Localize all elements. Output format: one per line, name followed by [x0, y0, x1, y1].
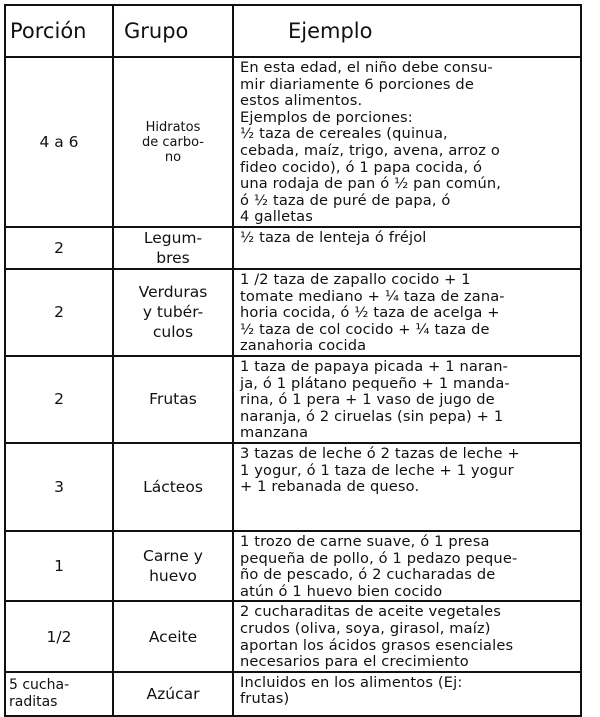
grupo-cell: Legum- bres [113, 227, 233, 269]
ejemplo-cell: 3 tazas de leche ó 2 tazas de leche + 1 yogur, ó 1 taza de leche + 1 yogur + 1 rebanada de queso. [233, 443, 581, 531]
header-ejemplo: Ejemplo [233, 5, 581, 57]
grupo-cell: Carne y huevo [113, 531, 233, 601]
porcion-cell: 1 [5, 531, 113, 601]
table-row [5, 269, 581, 356]
table-row [5, 356, 581, 443]
grupo-cell: Lácteos [113, 443, 233, 531]
table-row [5, 227, 581, 269]
grupo-cell: Frutas [113, 356, 233, 443]
ejemplo-cell: Incluidos en los alimentos (Ej: frutas) [233, 672, 581, 716]
ejemplo-cell: 1 trozo de carne suave, ó 1 presa pequeña de pollo, ó 1 pedazo peque- ño de pescado, ó 2 cucharadas de atún ó 1 huevo bien cocido [233, 531, 581, 601]
ejemplo-cell: 1 taza de papaya picada + 1 naran- ja, ó 1 plátano pequeño + 1 manda- rina, ó 1 pera + 1 vaso de jugo de naranja, ó 2 ciruelas (sin pepa) + 1 manzana [233, 356, 581, 443]
header-grupo: Grupo [113, 5, 233, 57]
porcion-cell: 4 a 6 [5, 57, 113, 227]
table-row [5, 443, 581, 531]
table-row [5, 57, 581, 227]
table-row [5, 531, 581, 601]
grupo-cell: Hidratos de carbo- no [113, 57, 233, 227]
porcion-cell: 2 [5, 356, 113, 443]
porcion-cell: 5 cucha- raditas [5, 672, 113, 716]
ejemplo-cell: 2 cucharaditas de aceite vegetales crudos (oliva, soya, girasol, maíz) aportan los ácidos grasos esenciales necesarios para el crecimiento [233, 601, 581, 671]
food-portion-table [4, 4, 582, 717]
ejemplo-cell: 1 /2 taza de zapallo cocido + 1 tomate mediano + ¼ taza de zana- horia cocida, ó ½ taza de acelga + ½ taza de col cocido + ¼ taza de zanahoria cocida [233, 269, 581, 356]
porcion-cell: 3 [5, 443, 113, 531]
header-row [5, 5, 581, 57]
grupo-cell: Azúcar [113, 672, 233, 716]
ejemplo-cell: ½ taza de lenteja ó fréjol [233, 227, 581, 269]
grupo-cell: Aceite [113, 601, 233, 671]
header-porcion: Porción [5, 5, 113, 57]
grupo-cell: Verduras y tubér- culos [113, 269, 233, 356]
porcion-cell: 1/2 [5, 601, 113, 671]
porcion-cell: 2 [5, 269, 113, 356]
table-row [5, 601, 581, 671]
ejemplo-cell: En esta edad, el niño debe consu- mir diariamente 6 porciones de estos alimentos. Ejemplos de porciones: ½ taza de cereales (quinua, cebada, maíz, trigo, avena, arroz o fideo cocido), ó 1 papa cocida, ó una rodaja de pan ó ½ pan común, ó ½ taza de puré de papa, ó 4 galletas [233, 57, 581, 227]
table-row [5, 672, 581, 716]
porcion-cell: 2 [5, 227, 113, 269]
